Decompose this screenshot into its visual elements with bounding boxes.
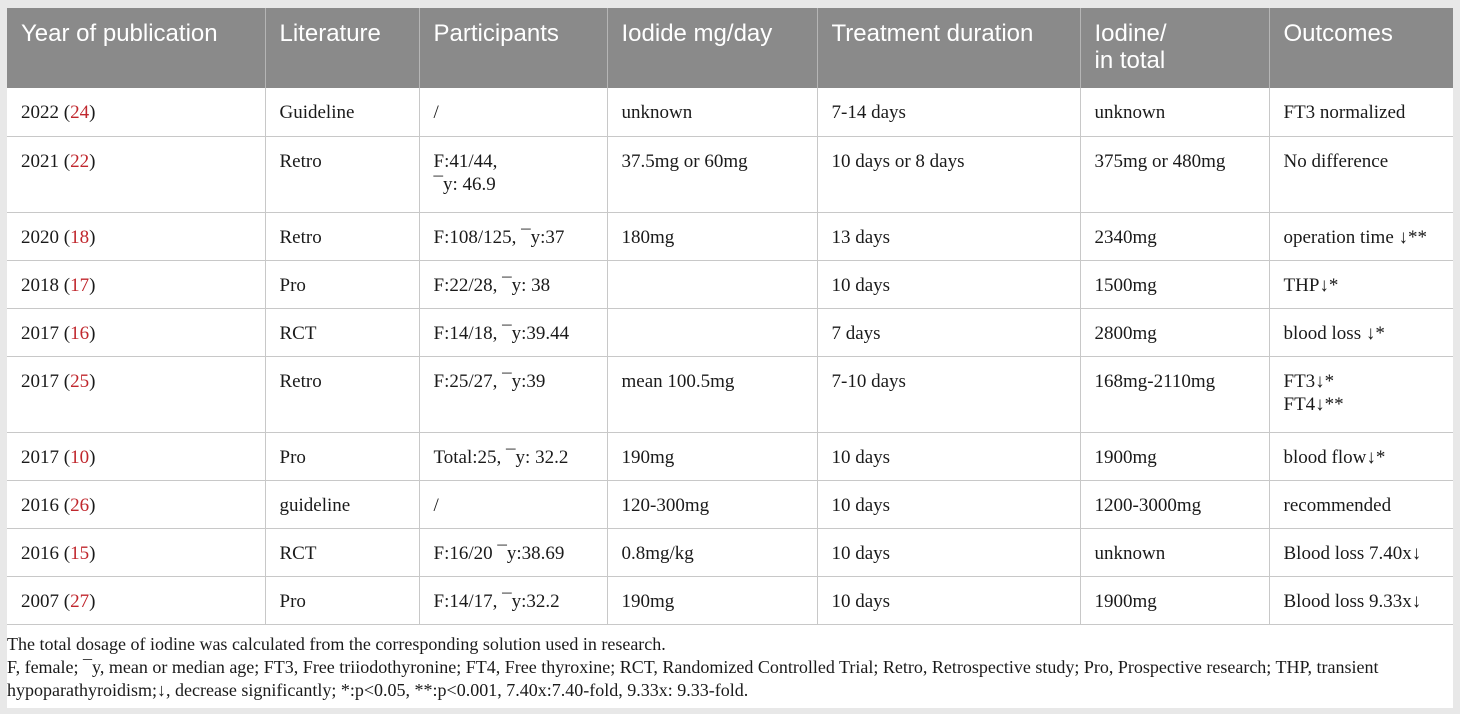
cell-year: 2021 (22) — [7, 136, 265, 212]
cell-duration: 10 days — [817, 480, 1080, 528]
year-value: 2016 — [21, 542, 59, 564]
year-value: 2017 — [21, 322, 59, 344]
cell-duration: 7-10 days — [817, 356, 1080, 432]
cell-iodide: 37.5mg or 60mg — [607, 136, 817, 212]
table-row — [7, 576, 1453, 624]
cell-outcomes: Blood loss 7.40x↓ — [1269, 528, 1453, 576]
cell-year: 2017 (16) — [7, 308, 265, 356]
cell-iodide — [607, 308, 817, 356]
cell-total: 1900mg — [1080, 576, 1269, 624]
cell-participants: F:41/44, ¯y: 46.9 — [419, 136, 607, 212]
cell-iodide: 190mg — [607, 576, 817, 624]
year-value: 2020 — [21, 226, 59, 248]
table-row — [7, 88, 1453, 136]
cell-outcomes: operation time ↓** — [1269, 212, 1453, 260]
cell-iodide: 0.8mg/kg — [607, 528, 817, 576]
cell-participants: F:22/28, ¯y: 38 — [419, 260, 607, 308]
table-row — [7, 528, 1453, 576]
cell-duration: 7 days — [817, 308, 1080, 356]
reference-link[interactable]: 25 — [70, 370, 90, 392]
header-row — [7, 8, 1453, 88]
cell-outcomes: FT3↓* FT4↓** — [1269, 356, 1453, 432]
header-year: Year of publication — [7, 8, 265, 88]
cell-iodide: 120-300mg — [607, 480, 817, 528]
cell-literature: RCT — [265, 528, 419, 576]
cell-total: 2800mg — [1080, 308, 1269, 356]
cell-participants: Total:25, ¯y: 32.2 — [419, 432, 607, 480]
cell-outcomes: Blood loss 9.33x↓ — [1269, 576, 1453, 624]
cell-year: 2017 (10) — [7, 432, 265, 480]
table-row — [7, 432, 1453, 480]
cell-outcomes: recommended — [1269, 480, 1453, 528]
reference-link[interactable]: 26 — [70, 494, 90, 516]
cell-year: 2020 (18) — [7, 212, 265, 260]
cell-year: 2017 (25) — [7, 356, 265, 432]
cell-participants: F:14/17, ¯y:32.2 — [419, 576, 607, 624]
footnote-calculation: The total dosage of iodine was calculated from the corresponding solution used in research. — [7, 633, 666, 654]
reference-link[interactable]: 27 — [70, 590, 90, 612]
cell-literature: Pro — [265, 260, 419, 308]
year-value: 2018 — [21, 274, 59, 296]
cell-literature: Guideline — [265, 88, 419, 136]
cell-literature: Retro — [265, 356, 419, 432]
cell-literature: Retro — [265, 136, 419, 212]
cell-year: 2018 (17) — [7, 260, 265, 308]
table-row — [7, 136, 1453, 212]
cell-total: 2340mg — [1080, 212, 1269, 260]
reference-link[interactable]: 22 — [70, 150, 90, 172]
reference-link[interactable]: 18 — [70, 226, 90, 248]
year-value: 2017 — [21, 370, 59, 392]
cell-outcomes: FT3 normalized — [1269, 88, 1453, 136]
year-value: 2017 — [21, 446, 59, 468]
cell-total: 1200-3000mg — [1080, 480, 1269, 528]
cell-duration: 10 days — [817, 432, 1080, 480]
reference-link[interactable]: 24 — [70, 102, 90, 123]
cell-outcomes: THP↓* — [1269, 260, 1453, 308]
header-participants: Participants — [419, 8, 607, 88]
cell-outcomes: No difference — [1269, 136, 1453, 212]
header-literature: Literature — [265, 8, 419, 88]
cell-participants: F:108/125, ¯y:37 — [419, 212, 607, 260]
cell-outcomes: blood flow↓* — [1269, 432, 1453, 480]
year-value: 2021 — [21, 150, 59, 172]
iodine-treatment-table — [7, 8, 1453, 625]
header-total: Iodine/ in total — [1080, 8, 1269, 88]
cell-year: 2016 (26) — [7, 480, 265, 528]
cell-literature: guideline — [265, 480, 419, 528]
footnote-abbreviations: F, female; ¯y, mean or median age; FT3, Free triiodothyronine; FT4, Free thyroxine; RCT, Randomized Controlled Trial; Retro, Retrospective study; Pro, Prospective research; THP, transient hypoparathyroidism;↓, decrease significantly; *:p<0.05, **:p<0.001, 7.40x:7.40-fold, 9.33x: 9.33-fold. — [7, 656, 1379, 700]
cell-duration: 10 days — [817, 528, 1080, 576]
cell-duration: 7-14 days — [817, 88, 1080, 136]
cell-iodide: unknown — [607, 88, 817, 136]
cell-total: 1500mg — [1080, 260, 1269, 308]
reference-link[interactable]: 15 — [70, 542, 90, 564]
cell-participants: F:25/27, ¯y:39 — [419, 356, 607, 432]
cell-total: 375mg or 480mg — [1080, 136, 1269, 212]
cell-total: 1900mg — [1080, 432, 1269, 480]
cell-year: 2022 (24) — [7, 88, 265, 136]
cell-participants: / — [419, 88, 607, 136]
reference-link[interactable]: 16 — [70, 322, 90, 344]
header-outcomes: Outcomes — [1269, 8, 1453, 88]
cell-outcomes: blood loss ↓* — [1269, 308, 1453, 356]
cell-duration: 10 days or 8 days — [817, 136, 1080, 212]
table-row — [7, 308, 1453, 356]
cell-iodide — [607, 260, 817, 308]
table-row — [7, 480, 1453, 528]
table-row — [7, 212, 1453, 260]
cell-total: unknown — [1080, 528, 1269, 576]
header-iodide: Iodide mg/day — [607, 8, 817, 88]
cell-duration: 10 days — [817, 260, 1080, 308]
cell-participants: F:16/20 ¯y:38.69 — [419, 528, 607, 576]
reference-link[interactable]: 10 — [70, 446, 90, 468]
cell-iodide: 180mg — [607, 212, 817, 260]
cell-literature: Pro — [265, 432, 419, 480]
cell-year: 2007 (27) — [7, 576, 265, 624]
cell-literature: Pro — [265, 576, 419, 624]
cell-literature: RCT — [265, 308, 419, 356]
year-value: 2007 — [21, 590, 59, 612]
cell-duration: 10 days — [817, 576, 1080, 624]
reference-link[interactable]: 17 — [70, 274, 90, 296]
table-row — [7, 260, 1453, 308]
table-row — [7, 356, 1453, 432]
cell-total: unknown — [1080, 88, 1269, 136]
year-value: 2016 — [21, 494, 59, 516]
header-duration: Treatment duration — [817, 8, 1080, 88]
cell-participants: F:14/18, ¯y:39.44 — [419, 308, 607, 356]
cell-literature: Retro — [265, 212, 419, 260]
table-figure — [7, 8, 1453, 708]
table-footnotes — [7, 625, 1453, 702]
year-value: 2022 — [21, 102, 59, 123]
cell-participants: / — [419, 480, 607, 528]
cell-duration: 13 days — [817, 212, 1080, 260]
cell-year: 2016 (15) — [7, 528, 265, 576]
cell-iodide: mean 100.5mg — [607, 356, 817, 432]
cell-iodide: 190mg — [607, 432, 817, 480]
cell-total: 168mg-2110mg — [1080, 356, 1269, 432]
